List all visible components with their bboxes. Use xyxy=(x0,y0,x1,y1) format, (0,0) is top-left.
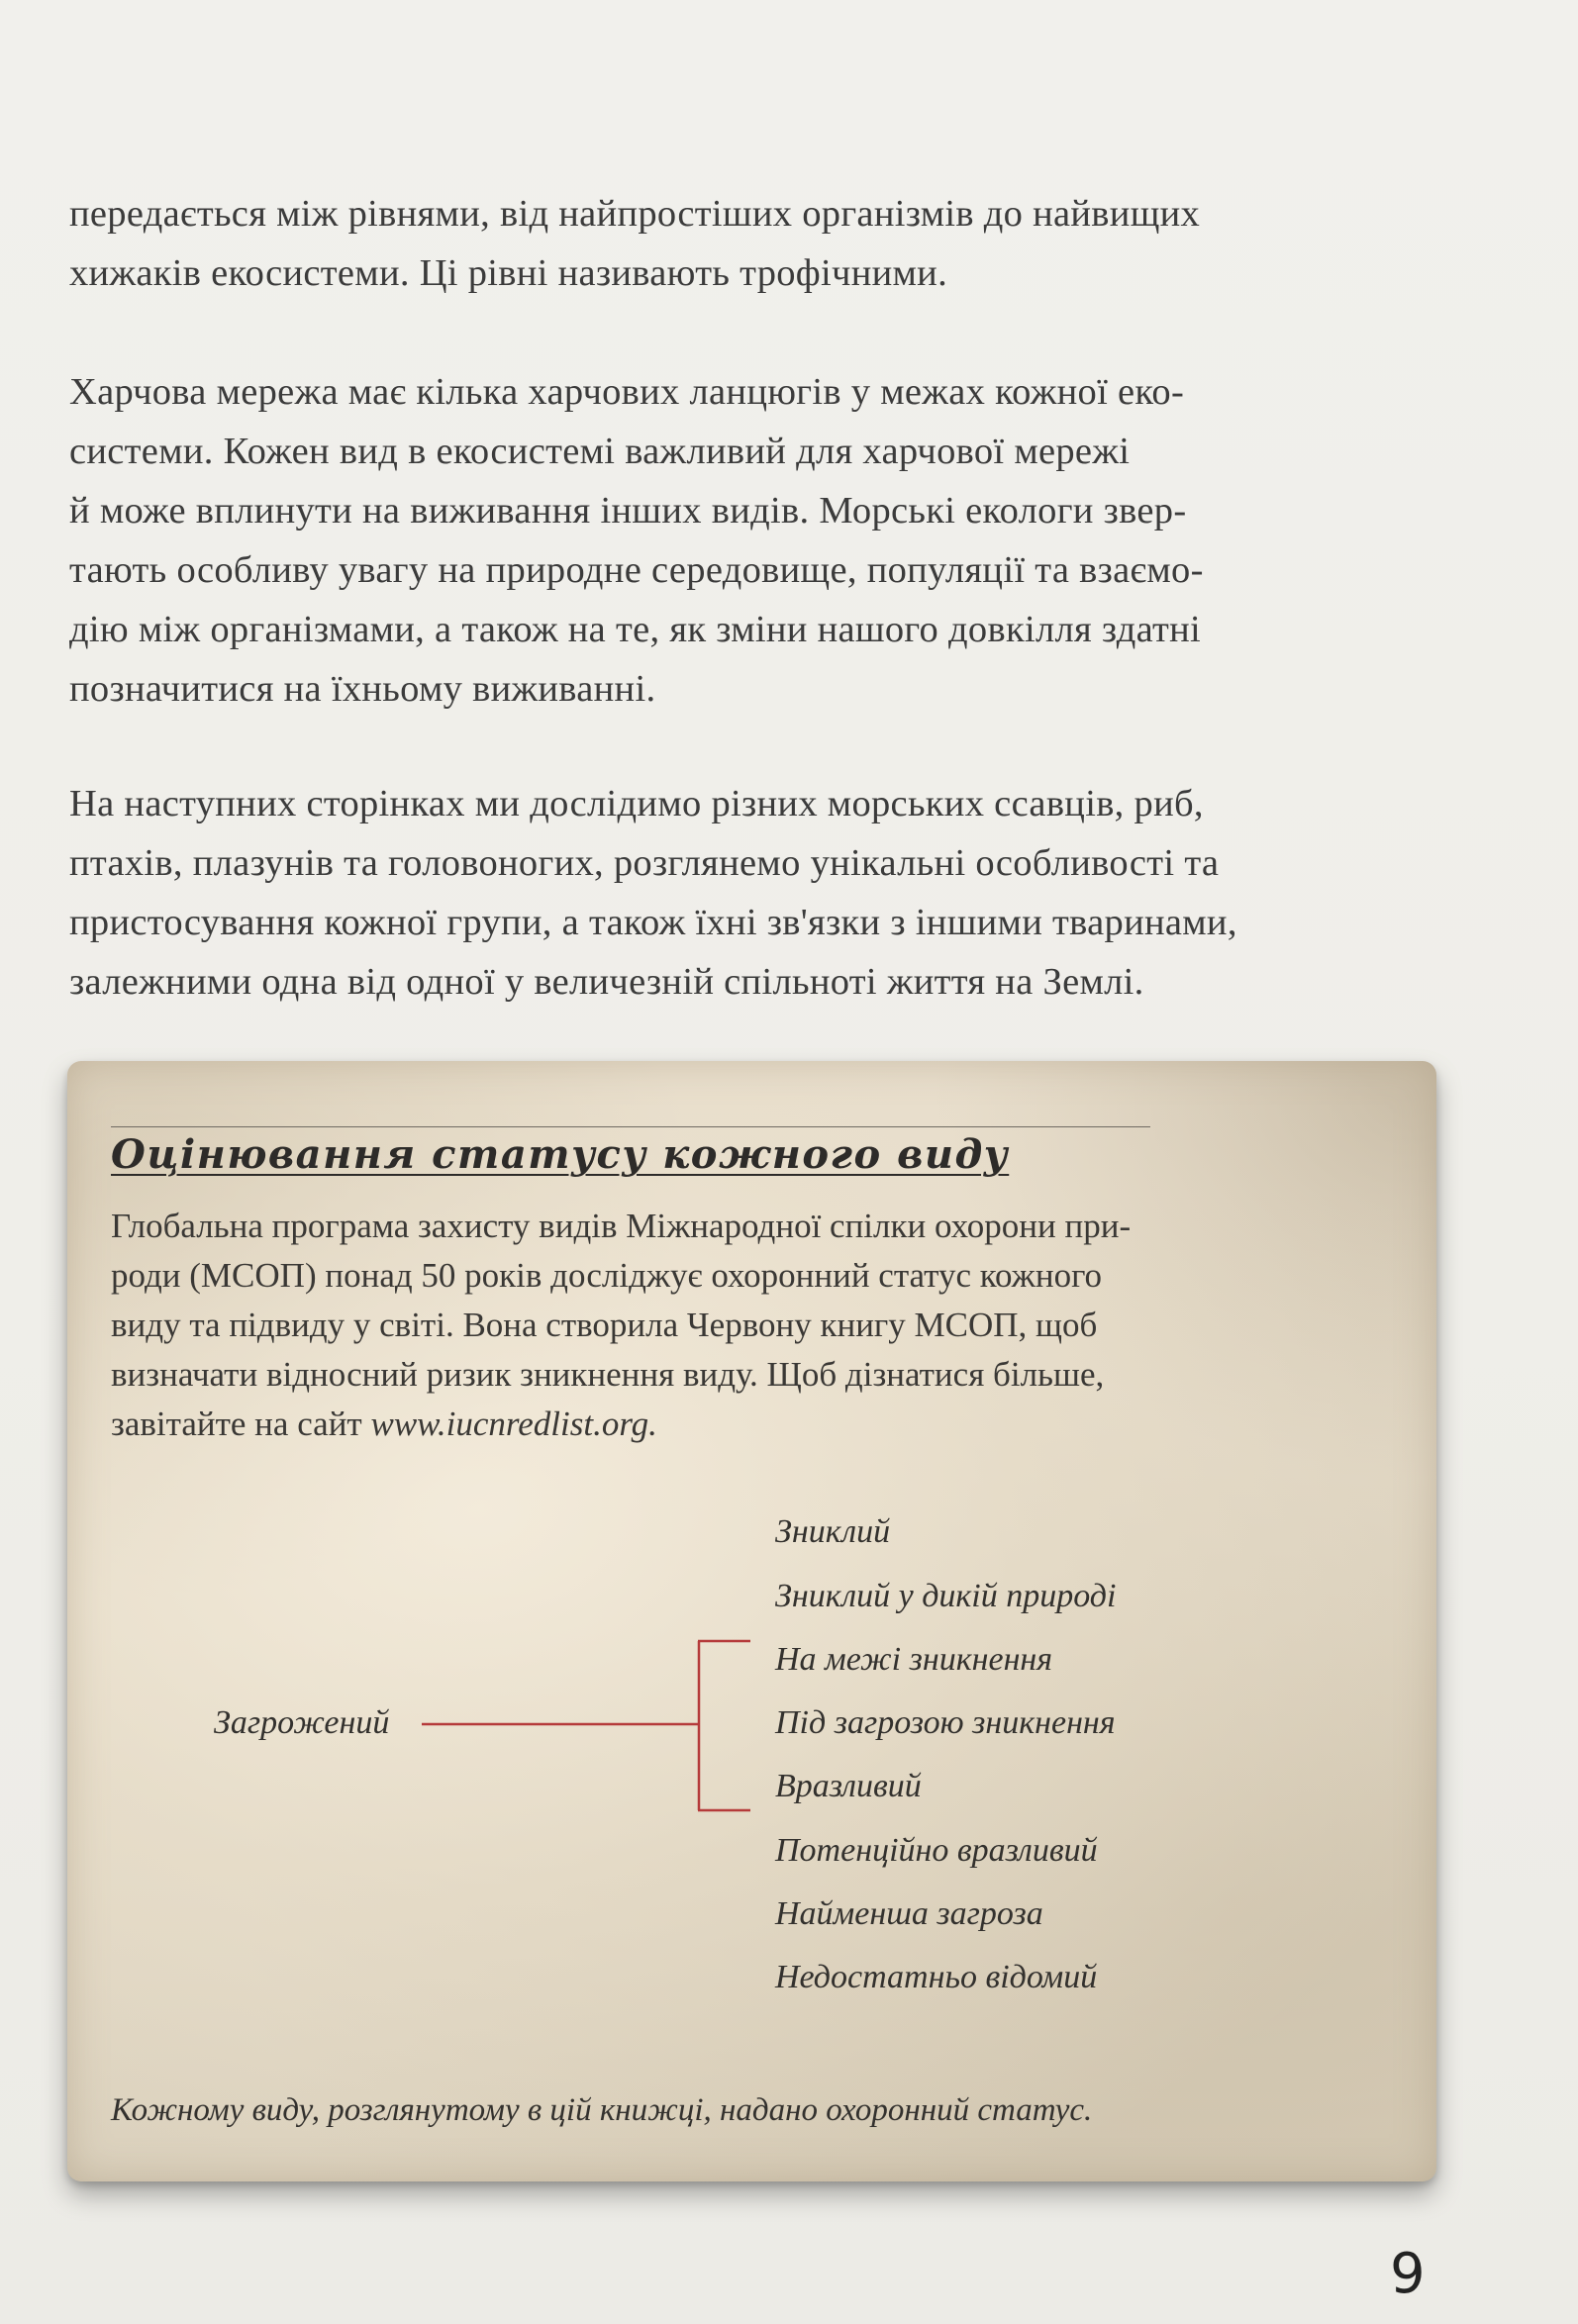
card-body-line: роди (МСОП) понад 50 років досліджує охоронний статус кожного xyxy=(111,1256,1103,1295)
paragraph-line: дію між організмами, а також на те, як зміни нашого довкілля здатні xyxy=(69,609,1202,650)
status-bracket-diagram xyxy=(67,1061,1436,2181)
status-vulnerable: Вразливий xyxy=(775,1768,922,1804)
paragraph-line: передається між рівнями, від найпростіших організмів до найвищих xyxy=(69,193,1201,235)
paragraph-line: пристосування кожної групи, а також їхні зв'язки з іншими тваринами, xyxy=(69,902,1237,943)
paragraph-line: Харчова мережа має кілька харчових ланцюгів у межах кожної еко- xyxy=(69,371,1185,413)
status-extinct-in-wild: Зниклий у дикій природі xyxy=(775,1578,1117,1614)
paragraph-food-web xyxy=(69,362,1445,719)
status-near-threatened: Потенційно вразливий xyxy=(775,1832,1098,1869)
status-critically-endangered: На межі зникнення xyxy=(775,1641,1053,1678)
visit-site-prefix: завітайте на сайт xyxy=(111,1404,371,1443)
paragraph-line: залежними одна від одної у величезній спільноті життя на Землі. xyxy=(69,961,1144,1003)
paragraph-line: тають особливу увагу на природне середовище, популяції та взаємо- xyxy=(69,549,1204,591)
page-number: 9 xyxy=(1390,2242,1426,2306)
paragraph-trophic-levels xyxy=(69,184,1445,303)
redlist-url-link[interactable]: www.iucnredlist.org. xyxy=(370,1404,657,1443)
threatened-label: Загрожений xyxy=(214,1704,390,1741)
status-endangered: Під загрозою зникнення xyxy=(775,1704,1116,1741)
status-extinct: Зниклий xyxy=(775,1513,891,1550)
paragraph-line: системи. Кожен вид в екосистемі важливий для харчової мережі xyxy=(69,431,1131,472)
paragraph-line: На наступних сторінках ми дослідимо різних морських ссавців, риб, xyxy=(69,783,1204,824)
card-body-line: Глобальна програма захисту видів Міжнародної спілки охорони при- xyxy=(111,1207,1132,1245)
card-title: Оцінювання статусу кожного виду xyxy=(111,1131,1010,1178)
paragraph-line: хижаків екосистеми. Ці рівні називають трофічними. xyxy=(69,252,948,294)
paragraph-next-pages xyxy=(69,774,1445,1012)
paragraph-line: позначитися на їхньому виживанні. xyxy=(69,668,656,710)
paragraph-line: й може вплинути на виживання інших видів. Морські екологи звер- xyxy=(69,490,1187,532)
paragraph-line: птахів, плазунів та головоногих, розглянемо унікальні особливості та xyxy=(69,842,1220,884)
card-body-line: виду та підвиду у світі. Вона створила Червону книгу МСОП, щоб xyxy=(111,1306,1098,1344)
card-footer-note: Кожному виду, розглянутому в цій книжці, надано охоронний статус. xyxy=(111,2092,1093,2128)
card-body-line: визначати відносний ризик зникнення виду. Щоб дізнатися більше, xyxy=(111,1355,1105,1394)
conservation-status-card xyxy=(67,1061,1436,2181)
status-data-deficient: Недостатньо відомий xyxy=(775,1959,1098,1995)
status-least-concern: Найменша загроза xyxy=(775,1895,1043,1932)
